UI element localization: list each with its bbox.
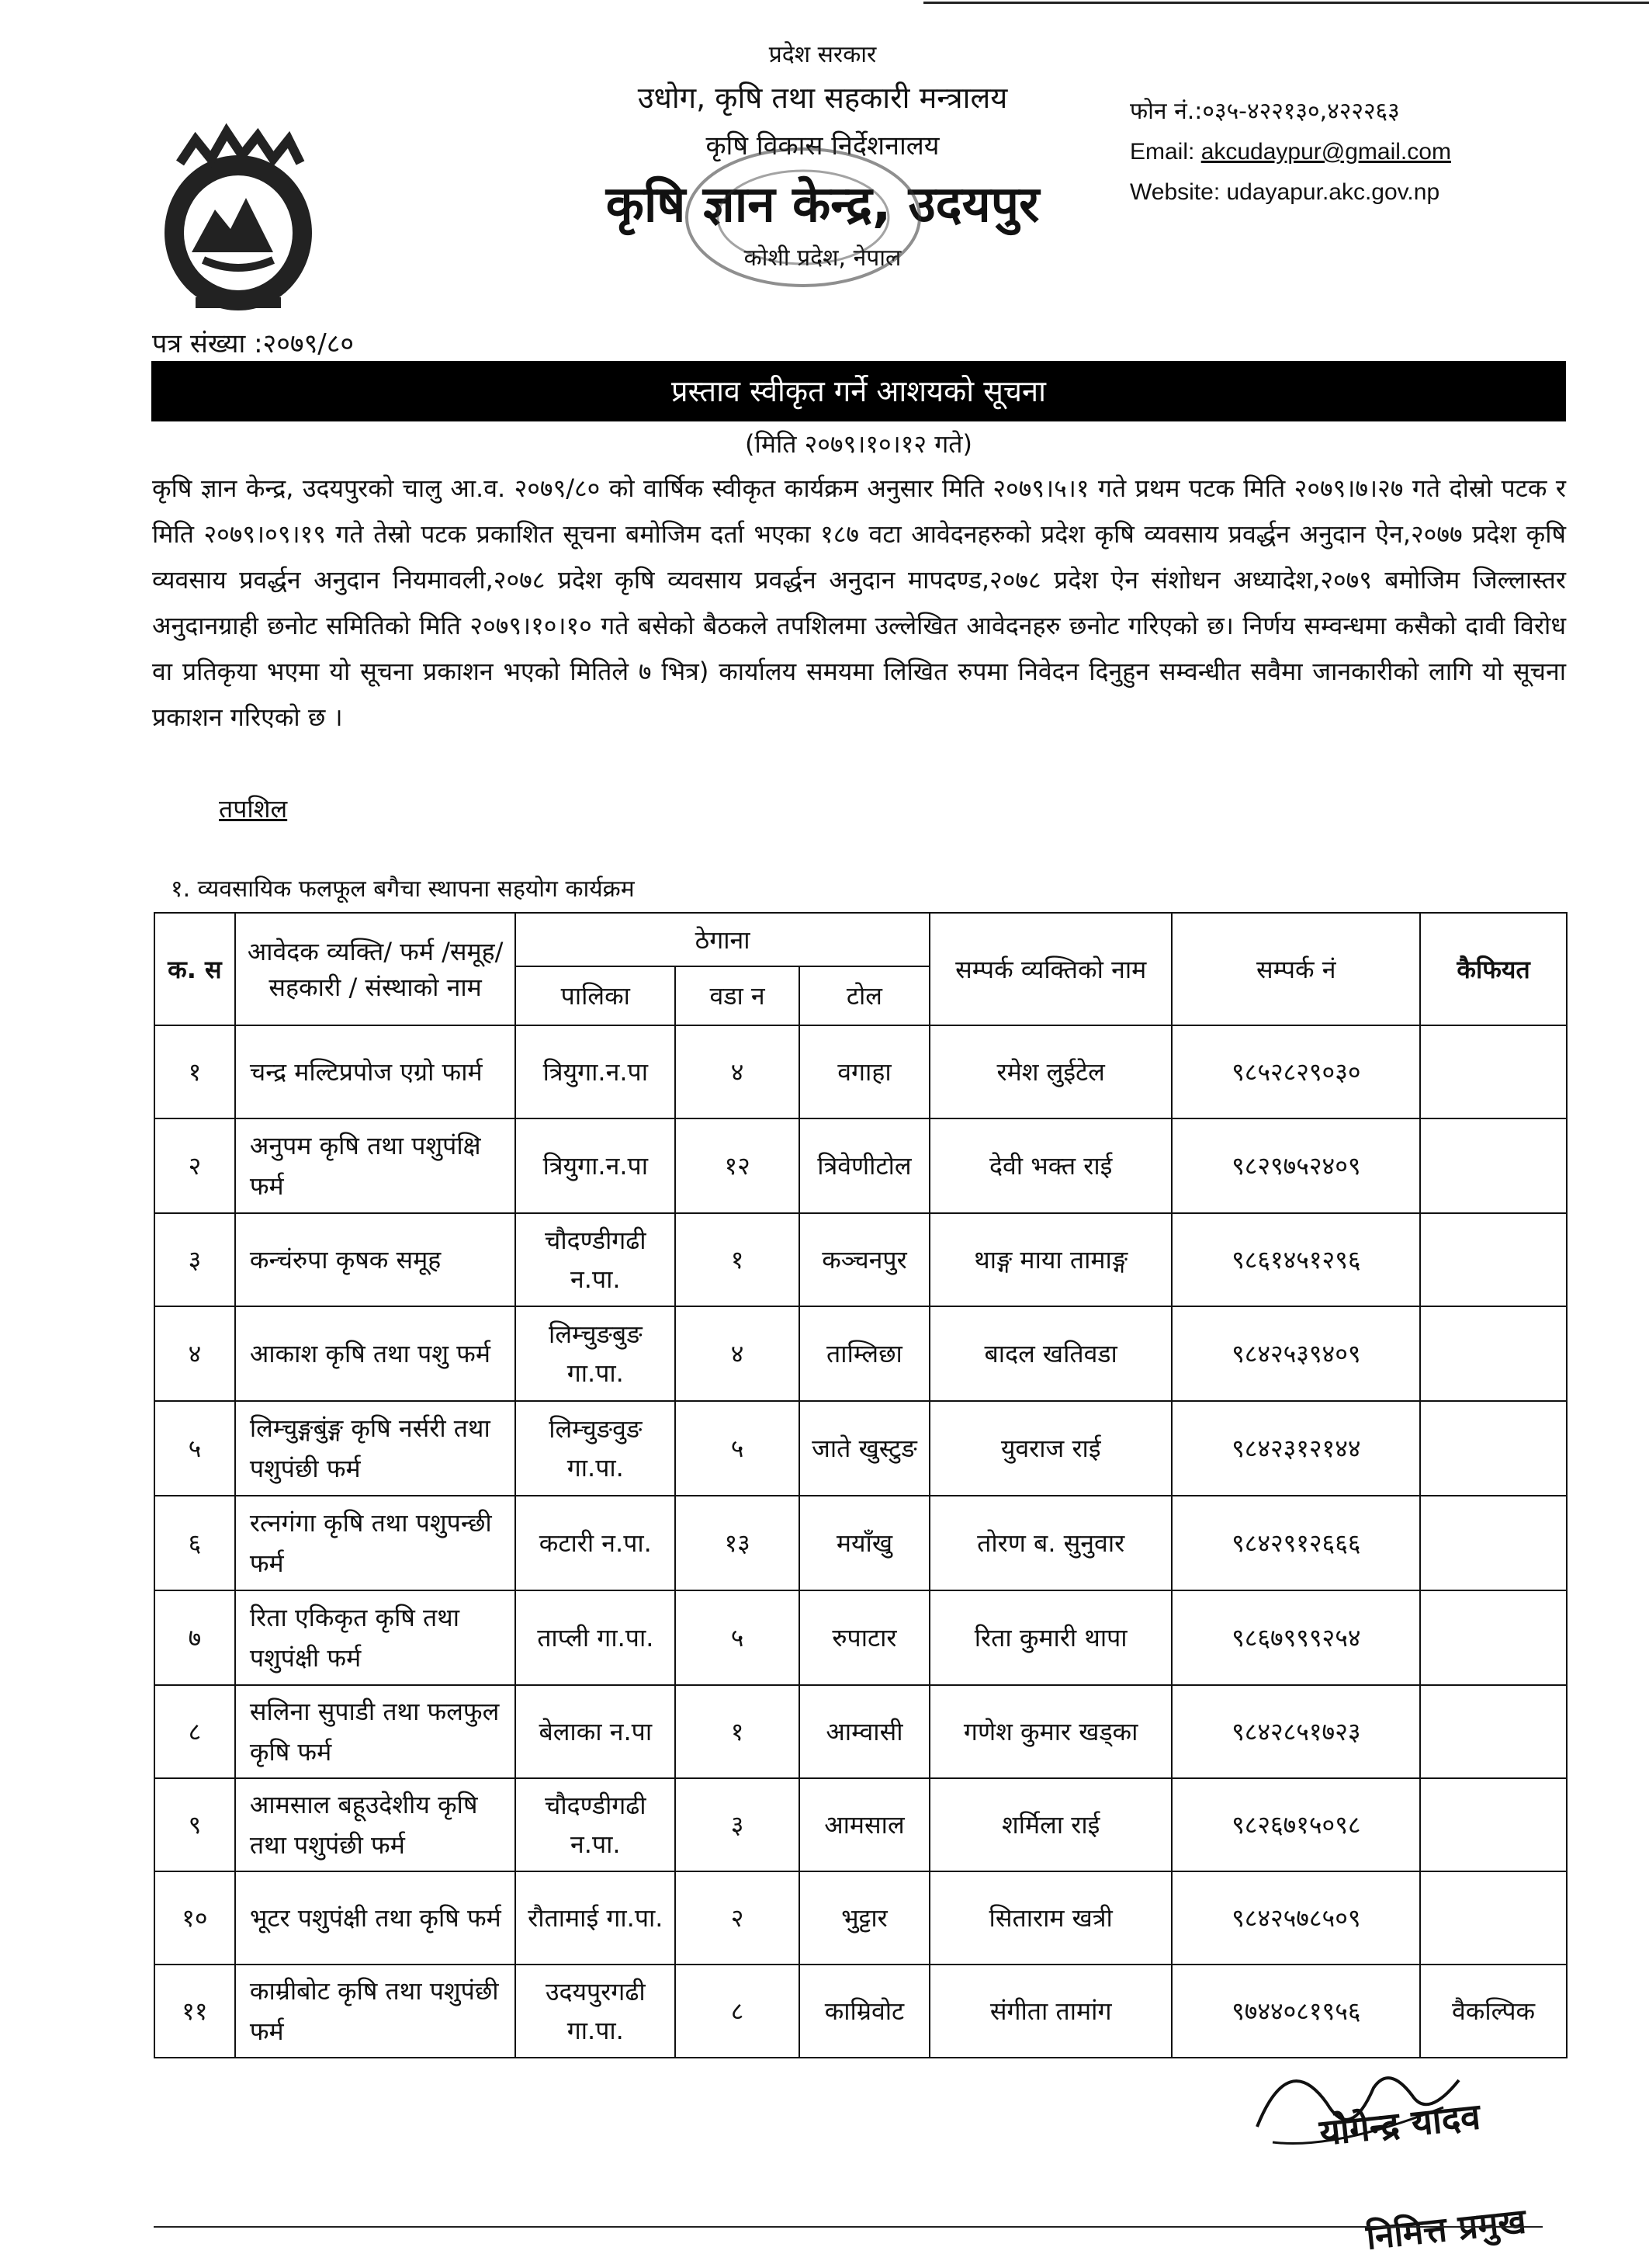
header-ward: वडा न bbox=[675, 966, 799, 1025]
email-label: Email: bbox=[1130, 139, 1201, 165]
cell-sn: ७ bbox=[154, 1590, 235, 1685]
cell-applicant-name: काम्रीबोट कृषि तथा पशुपंछी फर्म bbox=[235, 1965, 516, 2058]
cell-tol: भुट्टार bbox=[799, 1871, 930, 1965]
notice-title: प्रस्ताव स्वीकृत गर्ने आशयको सूचना bbox=[151, 361, 1566, 421]
cell-sn: ९ bbox=[154, 1778, 235, 1871]
cell-contact-no: ९७४४०८१९५६ bbox=[1172, 1965, 1420, 2058]
cell-sn: ४ bbox=[154, 1306, 235, 1401]
table-row bbox=[154, 1871, 1567, 1965]
cell-ward: ३ bbox=[675, 1778, 799, 1871]
top-edge-rule bbox=[923, 2, 1649, 4]
cell-tol: रुपाटार bbox=[799, 1590, 930, 1685]
table-row bbox=[154, 1306, 1567, 1401]
email-link[interactable]: akcudaypur@gmail.com bbox=[1200, 139, 1451, 165]
government-emblem-icon bbox=[149, 116, 327, 326]
cell-remarks bbox=[1420, 1118, 1567, 1213]
cell-remarks bbox=[1420, 1685, 1567, 1778]
cell-contact-person: शर्मिला राई bbox=[930, 1778, 1173, 1871]
cell-tol: त्रिवेणीटोल bbox=[799, 1118, 930, 1213]
cell-contact-no: ९८६१४५१२९६ bbox=[1172, 1213, 1420, 1306]
cell-ward: १२ bbox=[675, 1118, 799, 1213]
cell-palika: कटारी न.पा. bbox=[515, 1496, 675, 1590]
details-heading: तपशिल bbox=[219, 794, 288, 824]
cell-applicant-name: आकाश कृषि तथा पशु फर्म bbox=[235, 1306, 516, 1401]
cell-applicant-name: रत्नगंगा कृषि तथा पशुपन्छी फर्म bbox=[235, 1496, 516, 1590]
cell-applicant-name: रिता एकिकृत कृषि तथा पशुपंक्षी फर्म bbox=[235, 1590, 516, 1685]
cell-ward: ८ bbox=[675, 1965, 799, 2058]
cell-ward: १ bbox=[675, 1685, 799, 1778]
cell-ward: १३ bbox=[675, 1496, 799, 1590]
table-row bbox=[154, 1778, 1567, 1871]
cell-contact-person: देवी भक्त राई bbox=[930, 1118, 1173, 1213]
cell-contact-person: सिताराम खत्री bbox=[930, 1871, 1173, 1965]
cell-contact-person: रमेश लुईटेल bbox=[930, 1025, 1173, 1118]
cell-applicant-name: अनुपम कृषि तथा पशुपंक्षि फर्म bbox=[235, 1118, 516, 1213]
cell-sn: ५ bbox=[154, 1401, 235, 1496]
cell-palika: चौदण्डीगढी न.पा. bbox=[515, 1213, 675, 1306]
header-contact-no: सम्पर्क नं bbox=[1172, 913, 1420, 1025]
cell-tol: मयाँखु bbox=[799, 1496, 930, 1590]
email-line bbox=[1130, 132, 1626, 172]
section-title: १. व्यवसायिक फलफूल बगैचा स्थापना सहयोग कार्यक्रम bbox=[171, 876, 635, 903]
cell-tol: कञ्चनपुर bbox=[799, 1213, 930, 1306]
cell-tol: ताम्लिछा bbox=[799, 1306, 930, 1401]
cell-ward: २ bbox=[675, 1871, 799, 1965]
cell-sn: ८ bbox=[154, 1685, 235, 1778]
cell-remarks bbox=[1420, 1871, 1567, 1965]
cell-contact-no: ९८२६७१५०९८ bbox=[1172, 1778, 1420, 1871]
cell-applicant-name: भूटर पशुपंक्षी तथा कृषि फर्म bbox=[235, 1871, 516, 1965]
cell-contact-no: ९८४२५७८५०९ bbox=[1172, 1871, 1420, 1965]
cell-palika: त्रियुगा.न.पा bbox=[515, 1025, 675, 1118]
cell-contact-no: ९८४२९१२६६६ bbox=[1172, 1496, 1420, 1590]
table-row bbox=[154, 1213, 1567, 1306]
cell-contact-person: संगीता तामांग bbox=[930, 1965, 1173, 2058]
table-body bbox=[154, 1025, 1567, 2058]
table-row bbox=[154, 1401, 1567, 1496]
cell-contact-no: ९८६७९९९२५४ bbox=[1172, 1590, 1420, 1685]
bottom-rule bbox=[154, 2226, 1543, 2228]
cell-remarks bbox=[1420, 1401, 1567, 1496]
cell-palika: चौदण्डीगढी न.पा. bbox=[515, 1778, 675, 1871]
cell-palika: बेलाका न.पा bbox=[515, 1685, 675, 1778]
office-name: कृषि ज्ञान केन्द्र, उदयपुर bbox=[605, 176, 1040, 234]
cell-palika: रौतामाई गा.पा. bbox=[515, 1871, 675, 1965]
cell-remarks bbox=[1420, 1213, 1567, 1306]
cell-remarks bbox=[1420, 1590, 1567, 1685]
cell-contact-no: ९८४२५३९४०९ bbox=[1172, 1306, 1420, 1401]
header-applicant: आवेदक व्यक्ति/ फर्म /समूह/ सहकारी / संस्थाको नाम bbox=[235, 913, 516, 1025]
cell-remarks bbox=[1420, 1306, 1567, 1401]
cell-ward: ४ bbox=[675, 1306, 799, 1401]
signatory-name: योगेन्द्र यादव bbox=[1317, 2095, 1483, 2154]
cell-applicant-name: चन्द्र मल्टिप्रपोज एग्रो फार्म bbox=[235, 1025, 516, 1118]
cell-contact-person: गणेश कुमार खड्का bbox=[930, 1685, 1173, 1778]
cell-contact-person: थाङ्ग माया तामाङ्ग bbox=[930, 1213, 1173, 1306]
cell-tol: आम्वासी bbox=[799, 1685, 930, 1778]
cell-tol: वगाहा bbox=[799, 1025, 930, 1118]
directorate-name: कृषि विकास निर्देशनालय bbox=[705, 130, 940, 161]
office-stamp-icon bbox=[675, 140, 931, 295]
cell-remarks bbox=[1420, 1496, 1567, 1590]
cell-sn: ३ bbox=[154, 1213, 235, 1306]
cell-ward: ५ bbox=[675, 1590, 799, 1685]
table-row bbox=[154, 1590, 1567, 1685]
header-contact-person: सम्पर्क व्यक्तिको नाम bbox=[930, 913, 1173, 1025]
cell-sn: ११ bbox=[154, 1965, 235, 2058]
cell-contact-person: तोरण ब. सुनुवार bbox=[930, 1496, 1173, 1590]
table-row bbox=[154, 1118, 1567, 1213]
applicants-table bbox=[154, 912, 1568, 2058]
cell-tol: जाते खुस्टुङ bbox=[799, 1401, 930, 1496]
cell-palika: लिम्चुङबुङ गा.पा. bbox=[515, 1306, 675, 1401]
cell-contact-no: ९८४२३१२१४४ bbox=[1172, 1401, 1420, 1496]
header-sn: क. स bbox=[154, 913, 235, 1025]
cell-contact-person: बादल खतिवडा bbox=[930, 1306, 1173, 1401]
table-row bbox=[154, 1685, 1567, 1778]
cell-contact-no: ९८४२८५१७२३ bbox=[1172, 1685, 1420, 1778]
website-line[interactable]: Website: udayapur.akc.gov.np bbox=[1130, 179, 1440, 205]
cell-applicant-name: कन्चंरुपा कृषक समूह bbox=[235, 1213, 516, 1306]
cell-applicant-name: आमसाल बहूउदेशीय कृषि तथा पशुपंछी फर्म bbox=[235, 1778, 516, 1871]
cell-remarks bbox=[1420, 1778, 1567, 1871]
cell-sn: २ bbox=[154, 1118, 235, 1213]
notice-body: कृषि ज्ञान केन्द्र, उदयपुरको चालु आ.व. २०७९/८० को वार्षिक स्वीकृत कार्यक्रम अनुसार मिति २०७९।५।१ गते प्रथम पटक मिति २०७९।७।२७ गते दोस्रो पटक र मिति २०७९।०९।१९ गते तेस्रो पटक प्रकाशित सूचना बमोजिम दर्ता भएका १८७ वटा आवेदनहरुको प्रदेश कृषि व्यवसाय प्रवर्द्धन अनुदान ऐन,२०७७ प्रदेश कृषि व्यवसाय प्रवर्द्धन अनुदान नियमावली,२०७८ प्रदेश कृषि व्यवसाय प्रवर्द्धन अनुदान मापदण्ड,२०७८ प्रदेश ऐन संशोधन अध्यादेश,२०७९ बमोजिम जिल्लास्तर अनुदानग्राही छनोट समितिको मिति २०७९।१०।१० गते बसेको बैठकले तपशिलमा उल्लेखित आवेदनहरु छनोट गरिएको छ। निर्णय सम्वन्धमा कसैको दावी विरोध वा प्रतिकृया भएमा यो सूचना प्रकाशन भएको मितिले ७ भित्र) कार्यालय समयमा लिखित रुपमा निवेदन दिनुहुन सम्वन्धीत सवैमा जानकारीको लागि यो सूचना प्रकाशन गरिएको छ । bbox=[152, 473, 1566, 732]
cell-contact-no: ९८५२८२९०३० bbox=[1172, 1025, 1420, 1118]
table-row bbox=[154, 1025, 1567, 1118]
table-row bbox=[154, 1496, 1567, 1590]
header-remarks: कैफियत bbox=[1420, 913, 1567, 1025]
cell-ward: ४ bbox=[675, 1025, 799, 1118]
cell-sn: १० bbox=[154, 1871, 235, 1965]
cell-sn: १ bbox=[154, 1025, 235, 1118]
cell-applicant-name: सलिना सुपाडी तथा फलफुल कृषि फर्म bbox=[235, 1685, 516, 1778]
cell-ward: १ bbox=[675, 1213, 799, 1306]
cell-applicant-name: लिम्चुङ्गबुंङ्ग कृषि नर्सरी तथा पशुपंछी फर्म bbox=[235, 1401, 516, 1496]
cell-remarks bbox=[1420, 1025, 1567, 1118]
cell-palika: लिम्चुङवुङ गा.पा. bbox=[515, 1401, 675, 1496]
cell-palika: उदयपुरगढी गा.पा. bbox=[515, 1965, 675, 2058]
ministry-name: उधोग, कृषि तथा सहकारी मन्त्रालय bbox=[637, 81, 1008, 115]
cell-tol: काम्रिवोट bbox=[799, 1965, 930, 2058]
cell-remarks: वैकल्पिक bbox=[1420, 1965, 1567, 2058]
cell-palika: त्रियुगा.न.पा bbox=[515, 1118, 675, 1213]
province-name: कोशी प्रदेश, नेपाल bbox=[743, 244, 902, 272]
phone-number: फोन नं.:०३५-४२२१३०,४२२२६३ bbox=[1130, 98, 1400, 125]
cell-contact-person: रिता कुमारी थापा bbox=[930, 1590, 1173, 1685]
cell-tol: आमसाल bbox=[799, 1778, 930, 1871]
header-address: ठेगाना bbox=[515, 913, 930, 966]
notice-date: (मिति २०७९।१०।१२ गते) bbox=[745, 429, 972, 459]
cell-contact-no: ९८२९७५२४०९ bbox=[1172, 1118, 1420, 1213]
signatory-title: निमित्त प्रमुख bbox=[1364, 2201, 1528, 2258]
letter-number: पत्र संख्या :२०७९/८० bbox=[152, 328, 355, 359]
header-palika: पालिका bbox=[515, 966, 675, 1025]
header-tol: टोल bbox=[799, 966, 930, 1025]
cell-ward: ५ bbox=[675, 1401, 799, 1496]
cell-palika: ताप्ली गा.पा. bbox=[515, 1590, 675, 1685]
province-govt-label: प्रदेश सरकार bbox=[768, 41, 877, 68]
cell-sn: ६ bbox=[154, 1496, 235, 1590]
contact-block bbox=[1130, 92, 1626, 213]
cell-contact-person: युवराज राई bbox=[930, 1401, 1173, 1496]
